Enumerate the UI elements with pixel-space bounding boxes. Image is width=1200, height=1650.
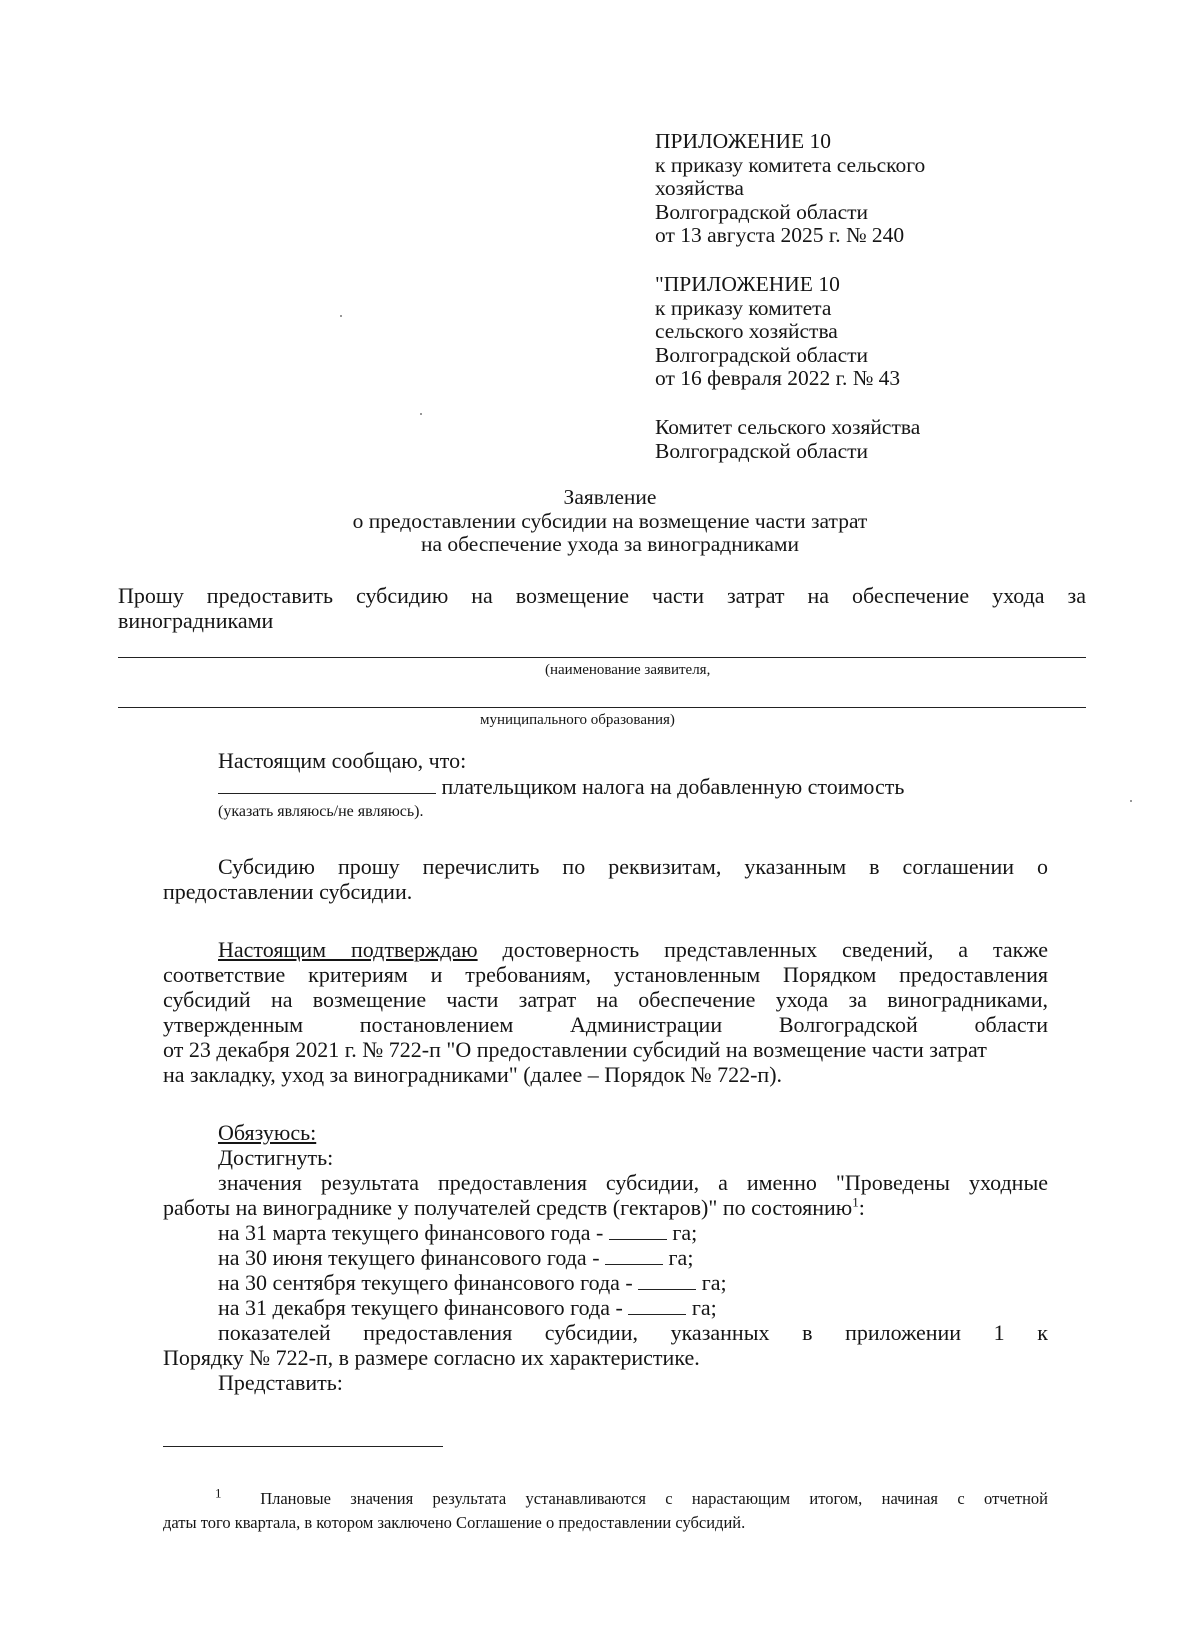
quarter-label: на 30 сентября текущего финансового года - <box>218 1270 633 1295</box>
confirm-lead: Настоящим подтверждаю <box>218 937 478 962</box>
title-line: о предоставлении субсидии на возмещение части затрат <box>352 508 868 533</box>
indicators-line-2: Порядку № 722-п, в размере согласно их характеристике. <box>163 1345 700 1370</box>
attachment-header-previous <box>655 273 1055 391</box>
transfer-line-2: предоставлении субсидии. <box>163 879 413 904</box>
hectares-blank <box>609 1221 667 1240</box>
footnote-separator <box>163 1446 443 1447</box>
request-line-2: виноградниками <box>118 608 274 633</box>
attachment-date: от 13 августа 2025 г. № 240 <box>655 223 905 247</box>
confirm-line-1 <box>218 937 1048 962</box>
confirm-line-4: утвержденным постановлением Администрации Волгоградской области <box>163 1012 1048 1037</box>
addressee-line: Комитет сельского хозяйства <box>655 415 921 439</box>
title-line: Заявление <box>563 485 657 509</box>
confirm-line-1-rest: достоверность представленных сведений, а также <box>502 937 1048 962</box>
scan-speck <box>340 315 342 317</box>
municipality-field-line <box>118 707 1086 708</box>
attachment-line: Волгоградской области <box>655 342 869 367</box>
scan-speck <box>420 413 422 415</box>
document-title <box>150 486 1070 557</box>
unit-label: га; <box>668 1245 694 1270</box>
result-line-2-text: работы на винограднике у получателей средств (гектаров)" по состоянию <box>163 1195 853 1220</box>
quarter-q4 <box>218 1295 717 1320</box>
unit-label: га; <box>672 1220 698 1245</box>
footnote-ref: 1 <box>852 1194 859 1210</box>
scan-speck <box>1130 800 1132 802</box>
hectares-blank <box>605 1246 663 1265</box>
addressee <box>655 416 1055 463</box>
footnote-mark: 1 <box>215 1485 222 1501</box>
vat-text: плательщиком налога на добавленную стоимость <box>441 774 905 799</box>
transfer-line-1: Субсидию прошу перечислить по реквизитам, указанным в соглашении о <box>218 854 1048 879</box>
attachment-line: к приказу комитета сельского <box>655 152 926 177</box>
attachment-line: хозяйства <box>655 176 744 200</box>
vat-note: (указать являюсь/не являюсь). <box>218 803 424 820</box>
confirm-line-2: соответствие критериям и требованиям, установленным Порядком предоставления <box>163 962 1048 987</box>
vat-status-blank <box>218 775 436 794</box>
result-line-1: значения результата предоставления субсидии, а именно "Проведены уходные <box>218 1170 1048 1195</box>
applicant-name-field-line <box>118 657 1086 658</box>
obligations-heading: Обязуюсь: <box>218 1120 317 1145</box>
footnote-line-2: даты того квартала, в котором заключено Соглашение о предоставлении субсидий. <box>163 1513 746 1532</box>
attachment-header-current <box>655 130 1055 248</box>
quarter-q1 <box>218 1220 697 1245</box>
confirm-line-3: субсидий на возмещение части затрат на обеспечение ухода за виноградниками, <box>163 987 1048 1012</box>
title-line: на обеспечение ухода за виноградниками <box>420 532 800 556</box>
footnote-text: Плановые значения результата устанавливаются с нарастающим итогом, начиная с отчетной <box>260 1489 1048 1508</box>
vat-intro: Настоящим сообщаю, что: <box>218 748 467 773</box>
hectares-blank <box>638 1271 696 1290</box>
quarter-label: на 31 декабря текущего финансового года - <box>218 1295 623 1320</box>
municipality-caption: муниципального образования) <box>480 712 675 728</box>
submit-label: Представить: <box>218 1370 343 1395</box>
applicant-caption: (наименование заявителя, <box>545 662 711 678</box>
result-colon: : <box>858 1195 865 1220</box>
request-line-1: Прошу предоставить субсидию на возмещение части затрат на обеспечение ухода за <box>118 583 1086 608</box>
addressee-line: Волгоградской области <box>655 438 869 463</box>
hectares-blank <box>628 1296 686 1315</box>
attachment-date: от 16 февраля 2022 г. № 43 <box>655 366 901 390</box>
quarter-label: на 30 июня текущего финансового года - <box>218 1245 600 1270</box>
unit-label: га; <box>701 1270 727 1295</box>
attachment-title: "ПРИЛОЖЕНИЕ 10 <box>655 272 840 296</box>
quarter-q2 <box>218 1245 693 1270</box>
confirm-line-6: на закладку, уход за виноградниками" (далее – Порядок № 722-п). <box>163 1062 783 1087</box>
unit-label: га; <box>691 1295 717 1320</box>
quarter-label: на 31 марта текущего финансового года - <box>218 1220 604 1245</box>
confirm-line-5: от 23 декабря 2021 г. № 722-п "О предоставлении субсидий на возмещение части затрат <box>163 1037 987 1062</box>
attachment-line: сельского хозяйства <box>655 319 838 343</box>
achieve-label: Достигнуть: <box>218 1145 334 1170</box>
result-line-2 <box>163 1195 1048 1220</box>
quarter-q3 <box>218 1270 727 1295</box>
attachment-title: ПРИЛОЖЕНИЕ 10 <box>655 129 832 153</box>
footnote-line-1 <box>163 1485 1048 1510</box>
indicators-line-1: показателей предоставления субсидии, указанных в приложении 1 к <box>218 1320 1048 1345</box>
attachment-line: к приказу комитета <box>655 295 832 320</box>
vat-line <box>218 774 1018 799</box>
attachment-line: Волгоградской области <box>655 199 869 224</box>
